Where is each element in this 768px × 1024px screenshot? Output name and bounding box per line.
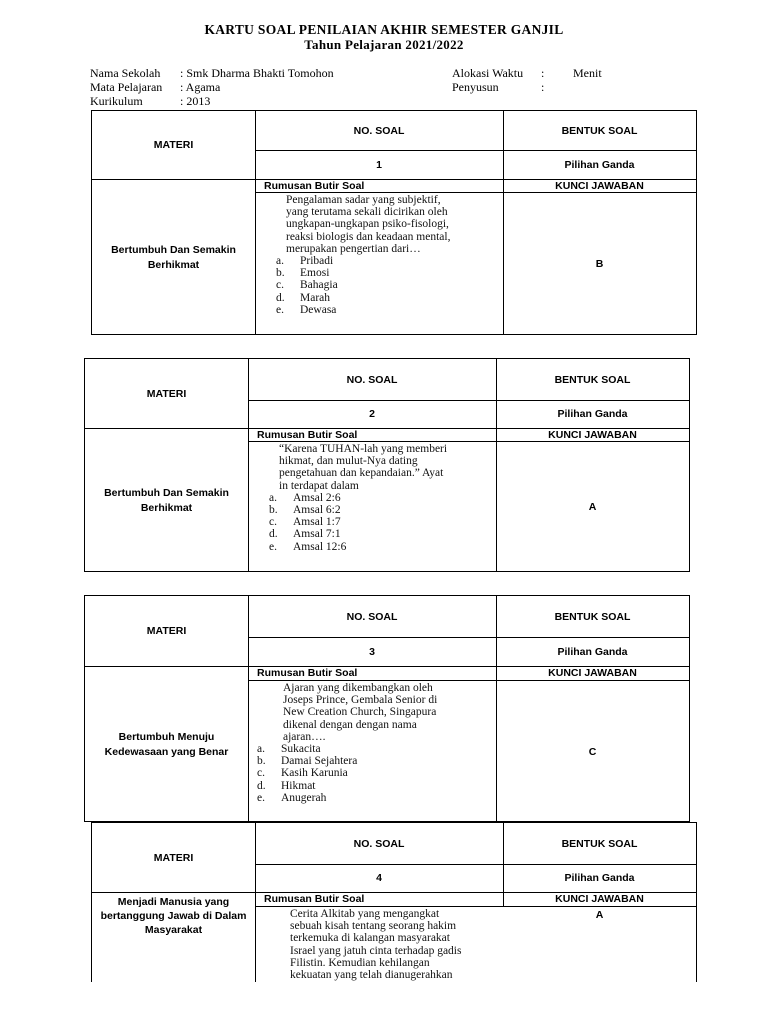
kunci-header: KUNCI JAWABAN xyxy=(555,893,644,905)
time-value: Menit xyxy=(573,66,602,80)
answer-options xyxy=(257,492,493,553)
answer-option xyxy=(257,780,493,792)
option-text: Anugerah xyxy=(281,791,327,804)
kunci-header: KUNCI JAWABAN xyxy=(555,179,644,192)
curriculum-value: : 2013 xyxy=(180,94,211,108)
subject-label: Mata Pelajaran xyxy=(90,80,163,94)
school-value: : Smk Dharma Bhakti Tomohon xyxy=(180,66,334,80)
option-text: Dewasa xyxy=(300,303,337,316)
no-soal-header: NO. SOAL xyxy=(353,837,405,850)
time-separator: : xyxy=(541,66,545,80)
rumusan-header: Rumusan Butir Soal xyxy=(257,667,358,679)
answer-option xyxy=(257,743,493,755)
answer-key: A xyxy=(595,909,604,921)
option-text: Pribadi xyxy=(300,255,334,268)
question-stem-line: Pengalaman sadar yang subjektif, xyxy=(286,194,441,206)
option-letter: e. xyxy=(269,540,277,553)
answer-option xyxy=(257,767,493,779)
option-letter: c. xyxy=(276,279,284,292)
option-letter: b. xyxy=(276,267,285,280)
no-soal-header: NO. SOAL xyxy=(353,124,405,137)
school-label: Nama Sekolah xyxy=(90,66,161,80)
option-letter: c. xyxy=(269,516,277,529)
question-body xyxy=(257,682,493,804)
author-label: Penyusun xyxy=(452,80,499,94)
answer-option xyxy=(269,504,493,516)
kunci-header: KUNCI JAWABAN xyxy=(548,667,637,679)
option-text: Kasih Karunia xyxy=(281,767,348,780)
question-stem-line: yang terutama sekali dicirikan oleh xyxy=(286,206,448,219)
question-number: 1 xyxy=(376,158,382,171)
option-letter: d. xyxy=(276,291,285,304)
option-letter: e. xyxy=(276,303,284,316)
no-soal-header: NO. SOAL xyxy=(346,610,398,623)
bentuk-soal-header: BENTUK SOAL xyxy=(554,610,631,623)
question-card xyxy=(84,358,690,572)
question-stem-line: pengetahuan dan kepandaian.” Ayat xyxy=(279,467,444,480)
materi-header: MATERI xyxy=(153,851,194,864)
answer-option xyxy=(276,304,500,316)
question-form: Pilihan Ganda xyxy=(564,872,635,884)
answer-option xyxy=(257,792,493,804)
option-letter: b. xyxy=(257,755,266,768)
document-title: KARTU SOAL PENILAIAN AKHIR SEMESTER GANJIL xyxy=(204,22,564,37)
option-letter: a. xyxy=(269,491,277,504)
question-stem-line: Ajaran yang dikembangkan oleh xyxy=(283,682,433,694)
materi-topic: Bertumbuh Dan Semakin Berhikmat xyxy=(104,486,229,514)
answer-option xyxy=(276,279,500,291)
bentuk-soal-header: BENTUK SOAL xyxy=(554,373,631,386)
question-stem-line: Joseps Prince, Gembala Senior di xyxy=(283,694,438,707)
option-letter: d. xyxy=(257,779,266,792)
author-separator: : xyxy=(541,80,545,94)
answer-options xyxy=(257,743,493,804)
question-stem-line: Cerita Alkitab yang mengangkat xyxy=(290,908,440,920)
option-text: Sukacita xyxy=(281,743,321,756)
answer-option xyxy=(276,267,500,279)
subject-value: : Agama xyxy=(180,80,221,94)
document-subtitle: Tahun Pelajaran 2021/2022 xyxy=(304,37,464,52)
answer-option xyxy=(257,755,493,767)
option-text: Amsal 6:2 xyxy=(293,504,341,517)
answer-option xyxy=(276,255,500,267)
answer-key: A xyxy=(588,501,597,513)
question-stem-line: New Creation Church, Singapura xyxy=(283,706,437,719)
answer-option xyxy=(269,541,493,553)
question-number: 3 xyxy=(369,645,375,658)
question-card xyxy=(91,110,697,335)
question-stem-line: reaksi biologis dan keadaan mental, xyxy=(286,230,451,243)
answer-option xyxy=(269,528,493,540)
option-text: Amsal 1:7 xyxy=(293,516,341,529)
option-text: Hikmat xyxy=(281,779,316,792)
question-body xyxy=(264,194,500,316)
answer-option xyxy=(276,292,500,304)
question-number: 4 xyxy=(376,872,382,884)
option-text: Marah xyxy=(300,291,331,304)
option-text: Amsal 7:1 xyxy=(293,528,341,541)
question-body xyxy=(264,908,500,981)
kunci-header: KUNCI JAWABAN xyxy=(548,428,637,441)
question-form: Pilihan Ganda xyxy=(557,645,628,658)
curriculum-label: Kurikulum xyxy=(90,94,143,108)
materi-header: MATERI xyxy=(146,387,187,400)
rumusan-header: Rumusan Butir Soal xyxy=(264,179,365,192)
question-form: Pilihan Ganda xyxy=(557,408,628,420)
question-stem-line: Filistin. Kemudian kehilangan xyxy=(290,956,430,969)
materi-topic: Bertumbuh Menuju Kedewasaan yang Benar xyxy=(104,730,229,758)
question-stem-line: merupakan pengertian dari… xyxy=(286,242,421,255)
question-stem-line: kekuatan yang telah dianugerahkan xyxy=(290,969,453,982)
bentuk-soal-header: BENTUK SOAL xyxy=(561,837,638,850)
question-stem-line: ungkapan-ungkapan psiko-fisologi, xyxy=(286,218,449,231)
materi-topic: Bertumbuh Dan Semakin Berhikmat xyxy=(111,243,236,271)
option-letter: a. xyxy=(257,743,265,756)
answer-option xyxy=(269,492,493,504)
materi-header: MATERI xyxy=(146,625,187,637)
option-text: Bahagia xyxy=(300,279,338,292)
option-letter: a. xyxy=(276,255,284,268)
question-card xyxy=(84,595,690,822)
option-letter: b. xyxy=(269,504,278,517)
question-stem-line: in terdapat dalam xyxy=(279,479,359,492)
option-letter: d. xyxy=(269,528,278,541)
answer-key: C xyxy=(588,745,597,758)
answer-options xyxy=(264,255,500,316)
rumusan-header: Rumusan Butir Soal xyxy=(264,893,365,905)
answer-key: B xyxy=(595,258,604,270)
question-number: 2 xyxy=(369,408,375,420)
question-stem-line: sebuah kisah tentang seorang hakim xyxy=(290,920,457,933)
question-stem-line: dikenal dengan dengan nama xyxy=(283,718,417,731)
option-text: Damai Sejahtera xyxy=(281,755,358,768)
rumusan-header: Rumusan Butir Soal xyxy=(257,428,358,441)
option-text: Amsal 12:6 xyxy=(293,540,347,553)
option-text: Amsal 2:6 xyxy=(293,491,341,504)
option-text: Emosi xyxy=(300,267,330,280)
question-stem-line: ajaran…. xyxy=(283,730,326,743)
question-stem-line: terkemuka di kalangan masyarakat xyxy=(290,932,450,945)
question-body xyxy=(257,443,493,553)
question-stem-line: hikmat, dan mulut-Nya dating xyxy=(279,455,418,468)
no-soal-header: NO. SOAL xyxy=(346,373,398,386)
option-letter: c. xyxy=(257,767,265,780)
question-form: Pilihan Ganda xyxy=(564,158,635,171)
time-label: Alokasi Waktu xyxy=(452,66,524,80)
option-letter: e. xyxy=(257,791,265,804)
bentuk-soal-header: BENTUK SOAL xyxy=(561,124,638,137)
question-stem-line: Israel yang jatuh cinta terhadap gadis xyxy=(290,944,462,957)
materi-topic: Menjadi Manusia yang bertanggung Jawab di Dalam Masyarakat xyxy=(100,896,247,936)
question-stem-line: “Karena TUHAN-lah yang memberi xyxy=(279,443,448,455)
row-divider xyxy=(255,906,696,907)
question-card xyxy=(91,822,697,982)
materi-header: MATERI xyxy=(153,139,194,151)
answer-option xyxy=(269,516,493,528)
